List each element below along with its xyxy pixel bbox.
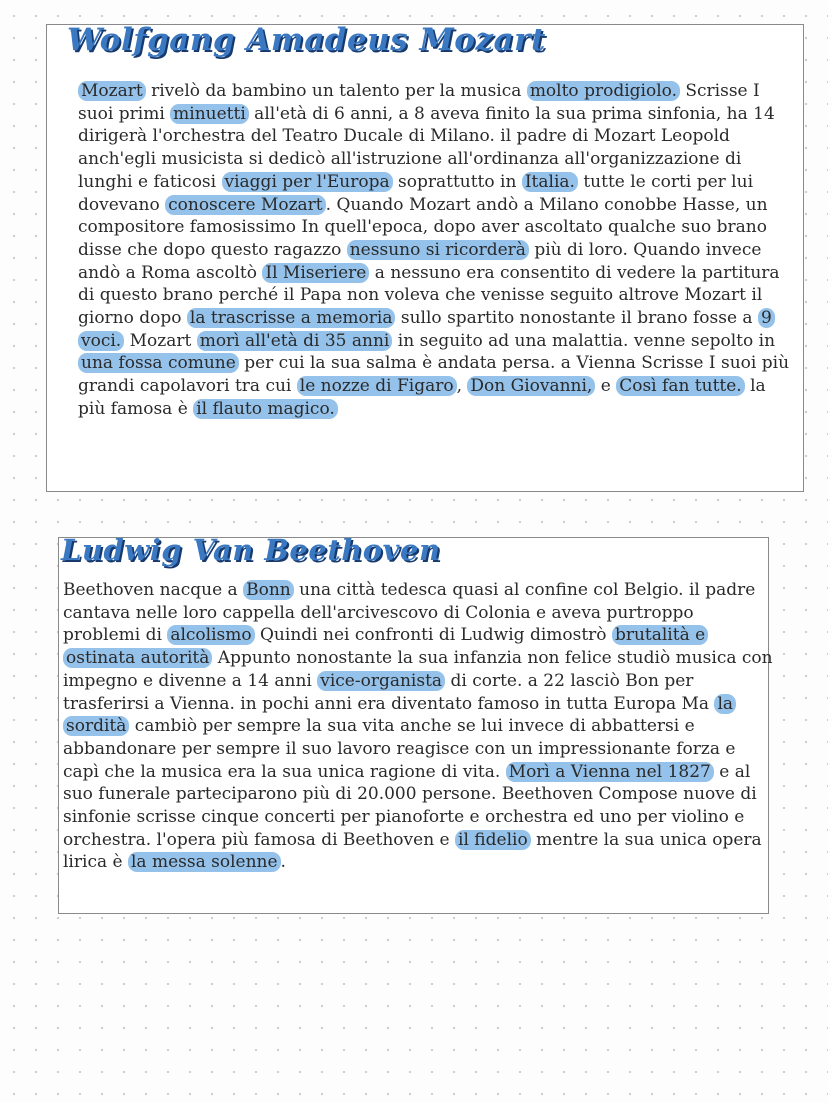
highlighted-phrase: Bonn	[243, 580, 294, 600]
highlighted-phrase: le nozze di Figaro	[297, 376, 457, 396]
highlighted-phrase: Morì a Vienna nel 1827	[506, 762, 714, 782]
highlighted-phrase: conoscere Mozart	[165, 195, 326, 215]
mozart-title: Wolfgang Amadeus Mozart	[67, 22, 546, 58]
text-run: Beethoven nacque a	[63, 580, 244, 600]
highlighted-phrase: la sordità	[63, 694, 736, 737]
text-run: in seguito ad una malattia. venne sepolto in	[392, 330, 776, 351]
highlighted-phrase: Don Giovanni,	[467, 376, 595, 396]
text-run: Scrisse I suoi primi	[78, 81, 760, 124]
text-run: Quindi nei confronti di Ludwig dimostrò	[254, 625, 612, 646]
text-run: tutte le corti per lui dovevano	[78, 171, 754, 215]
highlighted-phrase: molto prodigiolo.	[527, 81, 680, 101]
text-run: e al suo funerale parteciparono più di 20.000 persone. Beethoven Compose nuove di sinfonie scrisse cinque concerti per pianoforte e orchestra ed uno per violino e orchestra. l'opera più famosa di Beethoven e	[63, 761, 757, 850]
text-run: sullo spartito nonostante il brano fosse a	[395, 308, 758, 329]
mozart-note-card	[46, 24, 804, 492]
text-run: più di loro. Quando invece andò a Roma ascoltò	[78, 239, 762, 283]
mozart-paragraph	[78, 80, 790, 421]
text-run: . Quando Mozart andò a Milano conobbe Hasse, un compositore famosissimo In quell'epoca, dopo aver ascoltato qualche suo brano disse che dopo questo ragazzo	[78, 194, 768, 260]
text-run: e	[595, 376, 617, 397]
highlighted-phrase: Mozart	[78, 81, 146, 101]
highlighted-phrase: 9 voci.	[78, 308, 775, 351]
text-run: Mozart	[124, 330, 197, 351]
highlighted-phrase: vice-organista	[317, 671, 445, 691]
text-run: la più famosa è	[78, 376, 766, 419]
text-run: mentre la sua unica opera lirica è	[63, 829, 762, 873]
highlighted-phrase: nessuno si ricorderà	[347, 240, 529, 260]
highlighted-phrase: morì all'età di 35 anni	[197, 331, 393, 351]
text-run: Appunto nonostante la sua infanzia non felice studiò musica con impegno e divenne a 14 anni	[63, 648, 773, 691]
text-run: all'età di 6 anni, a 8 aveva finito la sua prima sinfonia, ha 14 dirigerà l'orchestra del Teatro Ducale di Milano. il padre di Mozart Leopold anch'egli musicista si dedicò all'istruzione all'ordinanza all'organizzazione di lunghi e faticosi	[78, 103, 775, 192]
text-run: ,	[456, 376, 468, 397]
highlighted-phrase: il flauto magico.	[193, 399, 338, 419]
text-run: soprattutto in	[392, 171, 522, 192]
highlighted-phrase: brutalità e ostinata autorità	[63, 625, 708, 668]
highlighted-phrase: minuetti	[170, 104, 249, 124]
text-run: a nessuno era consentito di vedere la partitura di questo brano perché il Papa non voleva che venisse seguito altrove Mozart il giorno dopo	[78, 262, 780, 329]
text-run: di corte. a 22 lasciò Bon per trasferirsi a Vienna. in pochi anni era diventato famoso in tutta Europa Ma	[63, 670, 715, 714]
text-run: rivelò da bambino un talento per la musica	[145, 81, 527, 101]
beethoven-note-card	[58, 533, 773, 914]
highlighted-phrase: il fidelio	[455, 830, 531, 850]
text-run: .	[280, 852, 286, 873]
highlighted-phrase: Così fan tutte.	[616, 376, 745, 396]
highlighted-phrase: la messa solenne	[128, 852, 281, 872]
highlighted-phrase: viaggi per l'Europa	[222, 172, 393, 192]
beethoven-title: Ludwig Van Beethoven	[61, 533, 441, 567]
highlighted-phrase: la trascrisse a memoria	[187, 308, 396, 328]
beethoven-paragraph	[63, 579, 775, 874]
highlighted-phrase: una fossa comune	[78, 353, 239, 373]
text-run: una città tedesca quasi al confine col Belgio. il padre cantava nelle loro cappella dell'arcivescovo di Colonia e aveva purtroppo problemi di	[63, 580, 756, 646]
highlighted-phrase: Il Miseriere	[262, 263, 369, 283]
highlighted-phrase: Italia.	[522, 172, 578, 192]
highlighted-phrase: alcolismo	[167, 625, 254, 645]
text-run: cambiò per sempre la sua vita anche se lui invece di abbattersi e abbandonare per sempre il suo lavoro reagisce con un impressionante forza e capì che la musica era la sua unica ragione di vita.	[63, 716, 736, 782]
text-run: per cui la sua salma è andata persa. a Vienna Scrisse I suoi più grandi capolavori tra cui	[78, 353, 790, 397]
